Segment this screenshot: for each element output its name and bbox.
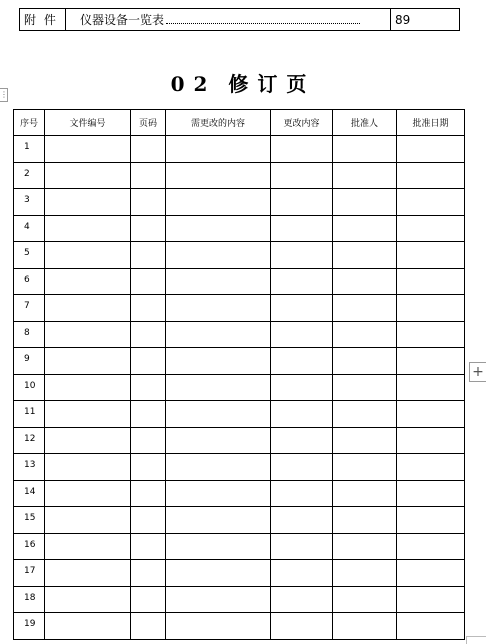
row-number-cell[interactable]: 6 (14, 268, 45, 295)
table-cell[interactable] (271, 242, 333, 269)
table-cell[interactable] (131, 136, 166, 163)
toc-leader-dots (166, 23, 360, 24)
table-cell[interactable] (333, 242, 397, 269)
table-cell[interactable] (397, 348, 465, 375)
table-cell[interactable] (45, 401, 131, 428)
row-number-cell[interactable]: 9 (14, 348, 45, 375)
table-cell[interactable] (333, 507, 397, 534)
table-cell[interactable] (271, 348, 333, 375)
table-cell[interactable] (271, 374, 333, 401)
row-number-cell[interactable]: 19 (14, 613, 45, 640)
table-cell[interactable] (45, 586, 131, 613)
table-cell[interactable] (397, 215, 465, 242)
table-cell[interactable] (166, 321, 271, 348)
row-number-cell[interactable]: 8 (14, 321, 45, 348)
row-number-cell[interactable]: 7 (14, 295, 45, 322)
table-cell[interactable] (45, 189, 131, 216)
table-cell[interactable] (131, 560, 166, 587)
row-number-cell[interactable]: 15 (14, 507, 45, 534)
table-cell[interactable] (166, 586, 271, 613)
table-row (14, 586, 465, 613)
table-cell[interactable] (131, 374, 166, 401)
table-cell[interactable] (333, 295, 397, 322)
table-cell[interactable] (271, 401, 333, 428)
table-row (14, 189, 465, 216)
table-cell[interactable] (131, 268, 166, 295)
table-cell[interactable] (45, 348, 131, 375)
table-cell[interactable] (131, 162, 166, 189)
table-cell[interactable] (271, 189, 333, 216)
table-cell[interactable] (131, 586, 166, 613)
table-cell[interactable] (333, 162, 397, 189)
row-number-cell[interactable]: 1 (14, 136, 45, 163)
row-number-cell[interactable]: 13 (14, 454, 45, 481)
table-cell[interactable] (271, 268, 333, 295)
table-cell[interactable] (397, 242, 465, 269)
table-cell[interactable] (45, 215, 131, 242)
table-row (14, 533, 465, 560)
table-cell[interactable] (271, 454, 333, 481)
table-cell[interactable] (271, 586, 333, 613)
table-cell[interactable] (397, 295, 465, 322)
table-cell[interactable] (397, 268, 465, 295)
toc-label: 附 件 (20, 9, 66, 30)
table-cell[interactable] (131, 480, 166, 507)
table-row (14, 268, 465, 295)
table-cell[interactable] (397, 321, 465, 348)
table-row (14, 242, 465, 269)
table-cell[interactable] (333, 189, 397, 216)
table-cell[interactable] (397, 586, 465, 613)
table-cell[interactable] (333, 348, 397, 375)
table-cell[interactable] (166, 401, 271, 428)
section-number: 02 (170, 72, 217, 96)
table-cell[interactable] (397, 560, 465, 587)
table-cell[interactable] (397, 533, 465, 560)
table-cell[interactable] (166, 348, 271, 375)
table-cell[interactable] (45, 295, 131, 322)
table-cell[interactable] (271, 295, 333, 322)
table-row (14, 162, 465, 189)
table-cell[interactable] (166, 374, 271, 401)
row-number-cell[interactable]: 4 (14, 215, 45, 242)
row-number-cell[interactable]: 10 (14, 374, 45, 401)
table-header-row (14, 110, 465, 136)
table-cell[interactable] (397, 162, 465, 189)
table-cell[interactable] (131, 613, 166, 640)
table-cell[interactable] (333, 533, 397, 560)
table-cell[interactable] (166, 560, 271, 587)
column-header: 批准日期 (397, 110, 465, 136)
table-cell[interactable] (131, 321, 166, 348)
table-cell[interactable] (271, 321, 333, 348)
page-corner-mark (466, 636, 486, 644)
table-cell[interactable] (131, 348, 166, 375)
toc-title-cell (66, 9, 391, 30)
row-number-cell[interactable]: 11 (14, 401, 45, 428)
table-cell[interactable] (333, 480, 397, 507)
table-cell[interactable] (166, 533, 271, 560)
table-row (14, 295, 465, 322)
table-row (14, 613, 465, 640)
table-cell[interactable] (333, 586, 397, 613)
table-cell[interactable] (333, 427, 397, 454)
section-title: 修订页 (228, 72, 316, 96)
table-cell[interactable] (166, 454, 271, 481)
table-row (14, 374, 465, 401)
table-cell[interactable] (45, 242, 131, 269)
table-cell[interactable] (271, 613, 333, 640)
table-cell[interactable] (131, 401, 166, 428)
table-cell[interactable] (271, 507, 333, 534)
table-cell[interactable] (333, 268, 397, 295)
table-row (14, 321, 465, 348)
column-header: 页码 (131, 110, 166, 136)
table-cell[interactable] (131, 507, 166, 534)
toc-title: 仪器设备一览表 (80, 13, 165, 27)
table-cell[interactable] (271, 480, 333, 507)
table-cell[interactable] (45, 560, 131, 587)
table-cell[interactable] (166, 136, 271, 163)
table-cell[interactable] (166, 613, 271, 640)
table-row (14, 427, 465, 454)
table-cell[interactable] (45, 507, 131, 534)
row-number-cell[interactable]: 2 (14, 162, 45, 189)
table-cell[interactable] (45, 454, 131, 481)
table-cell[interactable] (45, 613, 131, 640)
table-cell[interactable] (397, 189, 465, 216)
add-row-icon[interactable]: + (469, 362, 486, 382)
table-cell[interactable] (397, 507, 465, 534)
table-cell[interactable] (45, 533, 131, 560)
row-number-cell[interactable]: 14 (14, 480, 45, 507)
table-cell[interactable] (131, 454, 166, 481)
table-cell[interactable] (45, 162, 131, 189)
table-cell[interactable] (397, 613, 465, 640)
row-number-cell[interactable]: 12 (14, 427, 45, 454)
table-cell[interactable] (45, 374, 131, 401)
table-cell[interactable] (271, 560, 333, 587)
toc-row (19, 8, 460, 31)
table-cell[interactable] (166, 507, 271, 534)
table-cell[interactable] (45, 321, 131, 348)
table-cell[interactable] (166, 215, 271, 242)
table-cell[interactable] (271, 136, 333, 163)
table-cell[interactable] (271, 427, 333, 454)
table-cell[interactable] (397, 427, 465, 454)
row-number-cell[interactable]: 18 (14, 586, 45, 613)
table-cell[interactable] (131, 242, 166, 269)
row-number-cell[interactable]: 17 (14, 560, 45, 587)
table-row (14, 560, 465, 587)
table-cell[interactable] (397, 454, 465, 481)
table-cell[interactable] (166, 268, 271, 295)
table-cell[interactable] (166, 480, 271, 507)
column-header: 更改内容 (271, 110, 333, 136)
table-body (14, 136, 465, 640)
table-cell[interactable] (166, 295, 271, 322)
table-cell[interactable] (271, 533, 333, 560)
column-header: 需更改的内容 (166, 110, 271, 136)
table-cell[interactable] (333, 321, 397, 348)
row-number-cell[interactable]: 3 (14, 189, 45, 216)
column-header: 文件编号 (45, 110, 131, 136)
table-cell[interactable] (397, 374, 465, 401)
toc-page-number: 89 (395, 12, 411, 27)
table-move-handle-icon[interactable]: ⋮ (0, 88, 8, 102)
table-cell[interactable] (131, 295, 166, 322)
table-cell[interactable] (166, 162, 271, 189)
table-cell[interactable] (131, 427, 166, 454)
table-row (14, 215, 465, 242)
table-cell[interactable] (131, 533, 166, 560)
table-cell[interactable] (166, 427, 271, 454)
table-cell[interactable] (271, 215, 333, 242)
table-cell[interactable] (45, 136, 131, 163)
table-row (14, 136, 465, 163)
table-cell[interactable] (397, 136, 465, 163)
table-cell[interactable] (271, 162, 333, 189)
column-header: 序号 (14, 110, 45, 136)
table-cell[interactable] (333, 613, 397, 640)
table-cell[interactable] (333, 454, 397, 481)
row-number-cell[interactable]: 16 (14, 533, 45, 560)
row-number-cell[interactable]: 5 (14, 242, 45, 269)
table-cell[interactable] (397, 480, 465, 507)
table-row (14, 454, 465, 481)
revision-table (13, 109, 465, 640)
table-cell[interactable] (333, 215, 397, 242)
column-header: 批准人 (333, 110, 397, 136)
table-cell[interactable] (45, 427, 131, 454)
table-row (14, 507, 465, 534)
table-row (14, 480, 465, 507)
table-cell[interactable] (45, 480, 131, 507)
page-title (0, 68, 486, 97)
table-row (14, 348, 465, 375)
table-cell[interactable] (166, 189, 271, 216)
table-cell[interactable] (45, 268, 131, 295)
table-cell[interactable] (166, 242, 271, 269)
table-cell[interactable] (397, 401, 465, 428)
table-row (14, 401, 465, 428)
table-cell[interactable] (333, 560, 397, 587)
table-cell[interactable] (131, 189, 166, 216)
table-cell[interactable] (333, 401, 397, 428)
table-cell[interactable] (333, 136, 397, 163)
table-cell[interactable] (131, 215, 166, 242)
table-cell[interactable] (333, 374, 397, 401)
